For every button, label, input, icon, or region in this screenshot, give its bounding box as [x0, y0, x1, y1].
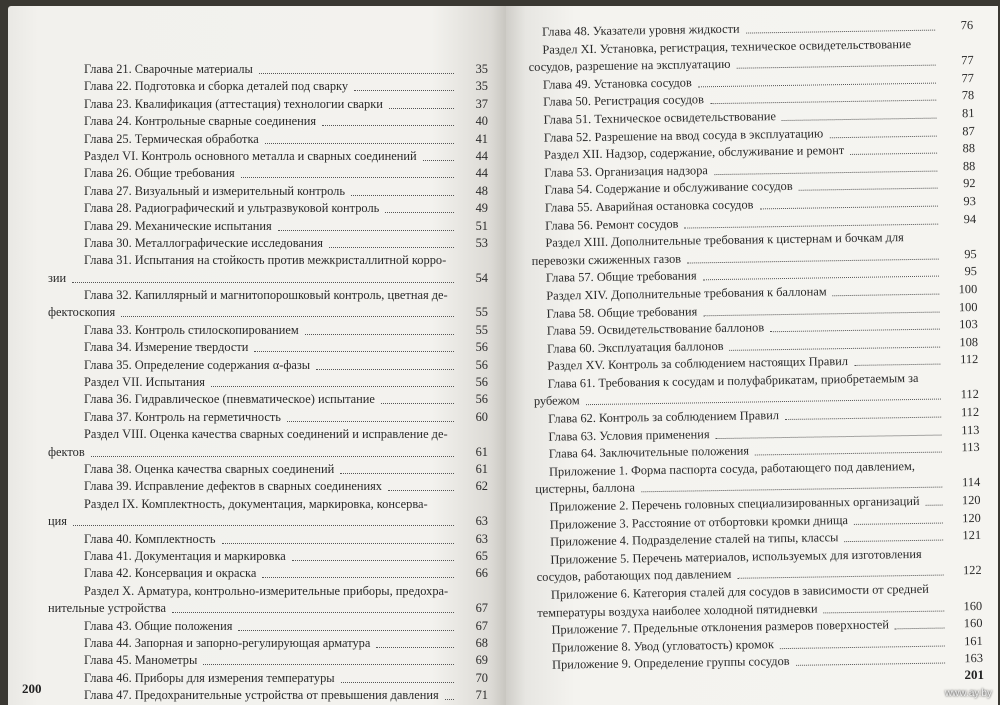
- toc-entry: [48, 565, 488, 582]
- toc-entry-page: 160: [963, 598, 983, 613]
- toc-entry-title: Глава 39. Исправление дефектов в сварных соединениях: [84, 479, 383, 494]
- toc-entry: [48, 287, 488, 304]
- leader-dots: [895, 628, 945, 630]
- toc-entry-page: 161: [964, 633, 983, 649]
- toc-entry-page: 114: [962, 475, 981, 490]
- toc-column-right: [528, 17, 983, 675]
- toc-entry-page: 92: [963, 176, 976, 191]
- toc-entry-title: Глава 38. Оценка качества сварных соединений: [84, 461, 335, 476]
- leader-dots: [737, 65, 936, 69]
- leader-dots: [73, 525, 454, 526]
- watermark: www.ay.by: [944, 688, 992, 699]
- toc-entry-page: 37: [475, 96, 488, 111]
- toc-entry-title: Раздел XIV. Дополнительные требования к баллонам: [546, 284, 827, 303]
- leader-dots: [91, 456, 454, 457]
- toc-entry-title: Глава 43. Общие положения: [84, 618, 233, 633]
- toc-entry: [48, 270, 488, 287]
- toc-entry: [48, 183, 488, 200]
- leader-dots: [354, 90, 454, 91]
- toc-entry-title: Приложение 2. Перечень головных специализированных организаций: [549, 493, 920, 514]
- toc-entry-title: Глава 21. Сварочные материалы: [84, 62, 253, 76]
- toc-entry-title: нительные устройства: [48, 601, 166, 616]
- toc-entry-title: температуры воздуха наиболее холодной пятидневки: [537, 601, 818, 620]
- toc-entry-page: 78: [961, 88, 975, 103]
- toc-entry: [48, 531, 488, 548]
- toc-entry-page: 54: [475, 270, 488, 285]
- toc-entry-title: Глава 49. Установка сосудов: [542, 75, 692, 92]
- toc-entry-page: 49: [475, 201, 488, 216]
- leader-dots: [830, 135, 937, 138]
- toc-entry-title: рубежом: [533, 393, 580, 409]
- toc-entry-title: Глава 24. Контрольные сварные соединения: [84, 114, 317, 129]
- leader-dots: [760, 206, 938, 210]
- toc-entry: [48, 409, 488, 426]
- toc-entry-title: Глава 60. Эксплуатация баллонов: [546, 338, 724, 356]
- toc-entry-page: 61: [475, 444, 488, 459]
- toc-entry-title: Глава 62. Контроль за соблюдением Правил: [548, 408, 780, 426]
- toc-entry-page: 87: [962, 123, 975, 138]
- leader-dots: [72, 282, 454, 283]
- open-book: [8, 6, 998, 705]
- toc-entry-page: 61: [475, 461, 488, 476]
- leader-dots: [222, 543, 454, 544]
- toc-entry: [48, 235, 488, 252]
- toc-entry: [48, 322, 488, 339]
- leader-dots: [823, 610, 944, 613]
- toc-entry-page: 63: [475, 531, 488, 546]
- toc-entry-title: Глава 58. Общие требования: [546, 303, 698, 321]
- toc-entry-title: фектов: [48, 444, 85, 459]
- toc-entry-page: 67: [475, 601, 488, 616]
- leader-dots: [211, 386, 454, 387]
- toc-entry-title: фектоскопия: [48, 305, 116, 320]
- toc-entry: [48, 478, 488, 495]
- toc-entry-page: 70: [475, 670, 488, 685]
- toc-entry-page: 93: [963, 193, 976, 209]
- toc-entry: [48, 252, 488, 269]
- toc-entry-title: Глава 63. Условия применения: [548, 426, 710, 444]
- leader-dots: [710, 100, 936, 105]
- toc-entry-title: Приложение 3. Расстояние от отбортовки кромки днища: [549, 512, 849, 532]
- toc-entry-page: 71: [475, 688, 488, 703]
- toc-entry-page: 163: [964, 651, 984, 666]
- toc-entry: [48, 444, 488, 461]
- toc-entry-title: Глава 31. Испытания на стойкость против межкристаллитной корро-: [84, 253, 447, 268]
- toc-entry-page: 68: [475, 635, 488, 650]
- leader-dots: [241, 177, 454, 178]
- toc-entry-page: 77: [961, 70, 975, 85]
- toc-entry-title: цистерны, баллона: [535, 480, 636, 497]
- toc-entry-title: Приложение 1. Форма паспорта сосуда, работающего под давлением,: [548, 458, 916, 479]
- leader-dots: [351, 195, 454, 196]
- toc-entry-title: Глава 41. Документация и маркировка: [84, 548, 286, 563]
- leader-dots: [254, 351, 454, 352]
- leader-dots: [755, 452, 942, 456]
- page-number-right: 201: [964, 667, 984, 682]
- toc-entry-title: Глава 26. Общие требования: [84, 166, 235, 181]
- toc-entry-title: Глава 35. Определение содержания α-фазы: [84, 357, 311, 372]
- leader-dots: [854, 364, 940, 366]
- toc-entry-title: Раздел IX. Комплектность, документация, маркировка, консерва-: [84, 496, 428, 511]
- toc-entry-page: 69: [475, 653, 488, 668]
- toc-entry-title: Глава 48. Указатели уровня жидкости: [542, 21, 740, 39]
- toc-entry-title: ция: [48, 514, 67, 529]
- toc-entry: [48, 600, 488, 617]
- leader-dots: [641, 487, 942, 493]
- toc-entry-title: Глава 25. Термическая обработка: [84, 131, 259, 146]
- toc-entry-title: Глава 64. Заключительные положения: [548, 443, 750, 461]
- toc-entry-page: 112: [960, 352, 979, 367]
- leader-dots: [844, 540, 943, 543]
- toc-entry-page: 120: [962, 510, 981, 525]
- toc-entry: [48, 78, 488, 95]
- toc-entry-page: 35: [475, 62, 488, 76]
- leader-dots: [238, 630, 454, 631]
- toc-entry-page: 56: [475, 340, 488, 355]
- toc-entry-title: Глава 57. Общие требования: [545, 268, 697, 286]
- leader-dots: [770, 329, 940, 333]
- toc-entry-page: 55: [475, 305, 488, 320]
- toc-entry: [48, 496, 488, 513]
- toc-entry-page: 112: [960, 387, 979, 402]
- toc-entry-page: 121: [962, 528, 982, 543]
- toc-entry-title: Раздел VI. Контроль основного металла и сварных соединений: [84, 148, 417, 163]
- toc-entry-title: сосудов, работающих под давлением: [536, 567, 732, 585]
- toc-entry-page: 60: [475, 409, 488, 424]
- leader-dots: [329, 247, 454, 248]
- page-number-left: 200: [22, 681, 42, 696]
- toc-entry-title: сосудов, разрешение на эксплуатацию: [528, 57, 731, 75]
- leader-dots: [388, 490, 454, 491]
- leader-dots: [316, 369, 454, 370]
- toc-entry-title: Глава 52. Разрешение на ввод сосуда в эксплуатацию: [543, 125, 824, 145]
- leader-dots: [287, 421, 454, 422]
- toc-entry-title: Приложение 5. Перечень материалов, используемых для изготовления: [550, 546, 922, 567]
- toc-entry-title: Глава 51. Техническое освидетельствование: [543, 109, 777, 127]
- leader-dots: [322, 125, 454, 126]
- toc-entry-page: 95: [964, 264, 978, 279]
- leader-dots: [381, 403, 454, 404]
- toc-entry-page: 88: [962, 141, 976, 156]
- leader-dots: [445, 699, 454, 700]
- toc-entry-title: Раздел X. Арматура, контрольно-измерительные приборы, предохра-: [84, 583, 449, 598]
- toc-entry-title: Раздел XV. Контроль за соблюдением настоящих Правил: [547, 354, 849, 374]
- toc-entry-title: Глава 22. Подготовка и сборка деталей под сварку: [84, 79, 349, 94]
- leader-dots: [850, 153, 937, 155]
- toc-entry-page: 44: [475, 148, 488, 163]
- toc-entry-page: 88: [962, 158, 976, 173]
- toc-entry-page: 112: [960, 405, 980, 420]
- toc-entry-page: 65: [475, 548, 488, 563]
- toc-entry-page: 63: [475, 514, 488, 529]
- leader-dots: [746, 30, 935, 34]
- toc-entry-page: 81: [961, 105, 975, 121]
- toc-entry-title: Глава 54. Содержание и обслуживание сосудов: [544, 179, 793, 198]
- toc-entry-title: Глава 50. Регистрация сосудов: [543, 92, 704, 110]
- leader-dots: [854, 522, 943, 524]
- leader-dots: [265, 143, 454, 144]
- toc-entry: [48, 426, 488, 443]
- toc-entry-title: Приложение 8. Увод (угловатость) кромок: [551, 636, 775, 655]
- toc-entry-title: Глава 47. Предохранительные устройства от превышения давления: [84, 688, 439, 703]
- toc-column-left: [48, 61, 488, 704]
- leader-dots: [704, 311, 940, 316]
- toc-entry-page: 56: [475, 392, 488, 407]
- toc-entry-title: Глава 32. Капиллярный и магнитопорошковый контроль, цветная де-: [84, 288, 448, 303]
- toc-entry-page: 95: [964, 246, 977, 261]
- leader-dots: [714, 170, 937, 175]
- toc-entry-page: 100: [958, 299, 978, 314]
- leader-dots: [292, 560, 454, 561]
- leader-dots: [340, 473, 454, 474]
- toc-entry-page: 48: [475, 183, 488, 198]
- toc-entry-title: Глава 56. Ремонт сосудов: [545, 216, 679, 233]
- toc-entry-title: Раздел XIII. Дополнительные требования к цистернам и бочкам для: [545, 230, 904, 250]
- toc-entry-title: Глава 23. Квалификация (аттестация) технологии сварки: [84, 96, 383, 111]
- toc-entry-title: Глава 30. Металлографические исследования: [84, 235, 323, 250]
- toc-entry-page: 76: [960, 18, 974, 33]
- toc-entry-title: Глава 42. Консервация и окраска: [84, 566, 257, 581]
- toc-entry-title: Раздел VIII. Оценка качества сварных соединений и исправление де-: [84, 427, 448, 442]
- leader-dots: [423, 160, 454, 161]
- leader-dots: [305, 334, 454, 335]
- toc-entry-title: Раздел XI. Установка, регистрация, техническое освидетельствование: [542, 36, 912, 57]
- toc-entry-page: 56: [475, 375, 488, 390]
- toc-entry: [48, 461, 488, 478]
- leader-dots: [262, 577, 454, 578]
- leader-dots: [729, 346, 940, 350]
- toc-entry: [48, 131, 488, 148]
- leader-dots: [172, 612, 454, 613]
- toc-entry-title: зии: [48, 270, 67, 285]
- leader-dots: [782, 118, 937, 121]
- toc-entry-page: 41: [475, 131, 488, 146]
- toc-entry-title: Раздел XII. Надзор, содержание, обслуживание и ремонт: [543, 143, 845, 162]
- toc-entry-page: 160: [963, 616, 983, 631]
- toc-entry: [48, 374, 488, 391]
- toc-entry-title: Глава 29. Механические испытания: [84, 218, 272, 233]
- toc-entry-page: 51: [475, 218, 488, 233]
- toc-entry: [48, 304, 488, 321]
- toc-entry-page: 66: [475, 566, 488, 581]
- toc-entry: [48, 391, 488, 408]
- toc-entry-title: Глава 36. Гидравлическое (пневматическое) испытание: [84, 392, 375, 407]
- leader-dots: [780, 645, 945, 649]
- toc-entry-title: Приложение 9. Определение группы сосудов: [551, 654, 790, 673]
- leader-dots: [121, 316, 454, 317]
- toc-entry-title: Глава 53. Организация надзора: [544, 162, 708, 180]
- toc-entry-title: Глава 59. Освидетельствование баллонов: [546, 320, 765, 338]
- leader-dots: [341, 682, 454, 683]
- toc-entry-title: Приложение 4. Подразделение сталей на типы, классы: [550, 530, 839, 549]
- toc-entry: [48, 61, 488, 78]
- toc-entry-page: 113: [961, 422, 980, 437]
- toc-entry-page: 44: [475, 166, 488, 181]
- leader-dots: [684, 223, 938, 228]
- toc-entry-title: Глава 27. Визуальный и измерительный контроль: [84, 183, 345, 198]
- toc-entry-title: Глава 33. Контроль стилоскопированием: [84, 322, 299, 337]
- toc-entry-title: Глава 55. Аварийная остановка сосудов: [544, 197, 754, 215]
- toc-entry: [48, 652, 488, 669]
- leader-dots: [738, 575, 944, 579]
- toc-entry-page: 56: [475, 357, 488, 372]
- toc-entry-page: 77: [961, 53, 974, 68]
- leader-dots: [203, 664, 454, 665]
- toc-entry-page: 94: [963, 211, 977, 226]
- toc-entry-title: Глава 28. Радиографический и ультразвуковой контроль: [84, 201, 380, 216]
- toc-entry-title: Приложение 7. Предельные отклонения размеров поверхностей: [551, 617, 890, 637]
- toc-entry: [48, 618, 488, 635]
- toc-entry-title: Глава 45. Манометры: [84, 653, 198, 668]
- toc-entry-page: 113: [961, 440, 980, 455]
- leader-dots: [376, 647, 454, 648]
- toc-entry-title: Глава 40. Комплектность: [84, 531, 216, 546]
- leader-dots: [716, 434, 942, 439]
- toc-entry-page: 67: [475, 618, 488, 633]
- toc-entry-page: 122: [962, 563, 982, 578]
- toc-entry: [48, 635, 488, 652]
- leader-dots: [785, 417, 941, 420]
- leader-dots: [389, 108, 454, 109]
- toc-entry: [48, 96, 488, 113]
- leader-dots: [703, 276, 939, 281]
- toc-entry-page: 53: [475, 235, 488, 250]
- toc-entry: [48, 218, 488, 235]
- leader-dots: [832, 293, 939, 296]
- right-page: [506, 6, 998, 705]
- toc-entry-page: 100: [958, 281, 978, 297]
- toc-entry-title: Глава 46. Приборы для измерения температуры: [84, 670, 335, 685]
- toc-entry-page: 103: [959, 317, 978, 332]
- toc-entry: [48, 200, 488, 217]
- toc-entry-page: 40: [475, 114, 488, 129]
- leader-dots: [278, 230, 454, 231]
- toc-entry-title: Глава 34. Измерение твердости: [84, 340, 249, 355]
- toc-entry-page: 35: [475, 79, 488, 94]
- leader-dots: [698, 82, 936, 87]
- toc-entry: [48, 113, 488, 130]
- leader-dots: [926, 505, 943, 506]
- leader-dots: [259, 73, 454, 74]
- toc-entry: [48, 339, 488, 356]
- toc-entry-title: Приложение 6. Категория сталей для сосудов в зависимости от средней: [550, 581, 929, 602]
- toc-entry-title: Глава 37. Контроль на герметичность: [84, 409, 281, 424]
- toc-entry: [48, 548, 488, 565]
- toc-entry: [48, 583, 488, 600]
- leader-dots: [799, 188, 938, 191]
- toc-entry: [48, 687, 488, 704]
- toc-entry-title: перевозки сжиженных газов: [531, 251, 682, 268]
- toc-entry-page: 62: [475, 479, 488, 494]
- leader-dots: [687, 258, 939, 263]
- toc-entry: [48, 513, 488, 530]
- toc-entry: [48, 670, 488, 687]
- toc-entry-page: 108: [959, 334, 979, 349]
- toc-entry-title: Раздел VII. Испытания: [84, 375, 205, 390]
- leader-dots: [796, 663, 945, 666]
- toc-entry-title: Глава 61. Требования к сосудам и полуфабрикатам, приобретаемым за: [547, 370, 919, 391]
- toc-entry: [48, 148, 488, 165]
- toc-entry-title: Глава 44. Запорная и запорно-регулирующая арматура: [84, 635, 371, 650]
- leader-dots: [385, 212, 454, 213]
- left-page: [8, 6, 506, 705]
- toc-entry-page: 55: [475, 322, 488, 337]
- toc-entry-page: 120: [961, 492, 981, 508]
- toc-entry: [48, 165, 488, 182]
- toc-entry: [48, 357, 488, 374]
